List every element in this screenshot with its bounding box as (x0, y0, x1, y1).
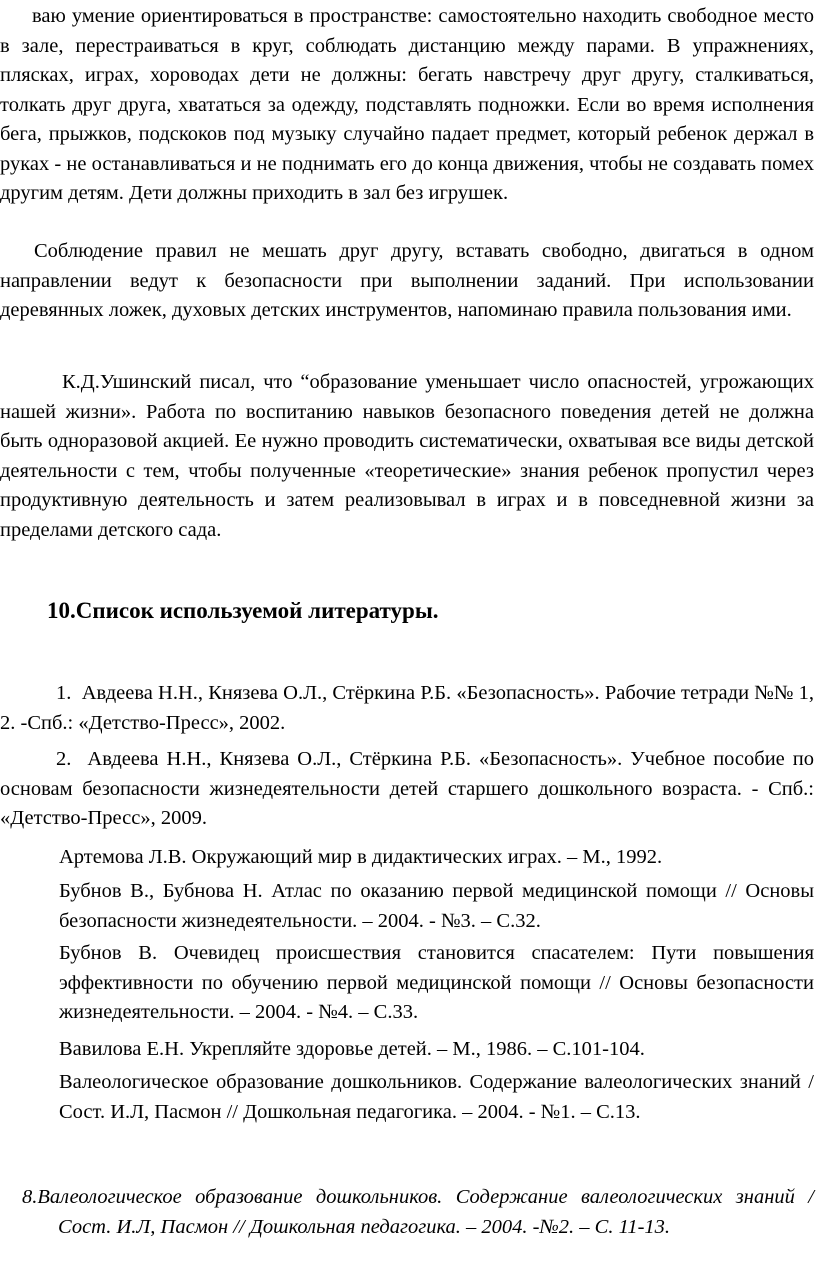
reference-text: Бубнов В., Бубнова Н. Атлас по оказанию первой медицинской помощи // Основы безопасности жизнедеятельности. – 2004. - №3. – С.32. (59, 880, 814, 932)
reference-item-1 (0, 679, 814, 738)
reference-number (22, 939, 59, 969)
reference-text: Артемова Л.В. Окружающий мир в дидактических играх. – М., 1992. (59, 846, 663, 868)
paragraph-3: К.Д.Ушинский писал, что “образование уменьшает число опасностей, угрожающих нашей жизни». Работа по воспитанию навыков безопасного поведения детей не должна быть одноразовой акцией. Ее нужно проводить систематически, охватывая все виды детской деятельности с тем, чтобы полученные «теоретические» знания ребенок пропустил через продуктивную деятельность и затем реализовывал в играх и в повседневной жизни за пределами детского сада. (0, 371, 814, 541)
reference-number (22, 1035, 59, 1065)
reference-item-5 (22, 939, 814, 1028)
reference-text: Валеологическое образование дошкольников. Содержание валеологических знаний / Сост. И.Л, Пасмон // Дошкольная педагогика. – 2004. - №1. – С.13. (59, 1071, 814, 1123)
reference-number: 2. (56, 748, 72, 770)
reference-item-8 (22, 1183, 814, 1242)
reference-number: 1. (56, 682, 72, 704)
reference-text: Бубнов В. Очевидец происшествия становится спасателем: Пути повышения эффективности по обучению первой медицинской помощи // Основы безопасности жизнедеятельности. – 2004. - №4. – С.33. (59, 942, 814, 1023)
reference-text: Авдеева Н.Н., Князева О.Л., Стёркина Р.Б. «Безопасность». Рабочие тетради №№ 1, 2. -Спб.: «Детство-Пресс», 2002. (0, 682, 815, 734)
reference-number (22, 1068, 59, 1098)
reference-text: Вавилова Е.Н. Укрепляйте здоровье детей. – М., 1986. – С.101-104. (59, 1038, 645, 1060)
reference-item-6 (22, 1035, 814, 1065)
reference-item-2 (0, 745, 814, 834)
reference-number (22, 843, 59, 873)
reference-text: Авдеева Н.Н., Князева О.Л., Стёркина Р.Б. «Безопасность». Учебное пособие по основам безопасности жизнедеятельности детей старшего дошкольного возраста. - Спб.: «Детство-Пресс», 2009. (0, 748, 815, 829)
reference-item-7 (22, 1068, 814, 1127)
reference-number: 8. (22, 1186, 38, 1208)
paragraph-1: ваю умение ориентироваться в пространстве: самостоятельно находить свободное место в зале, перестраиваться в круг, соблюдать дистанцию между парами. В упражнениях, плясках, играх, хороводах дети не должны: бегать навстречу друг другу, сталкиваться, толкать друг друга, хвататься за одежду, подставлять подножки. Если во время исполнения бега, прыжков, подскоков под музыку случайно падает предмет, который ребенок держал в руках - не останавливаться и не поднимать его до конца движения, чтобы не создавать помех другим детям. Дети должны приходить в зал без игрушек. (0, 5, 814, 204)
paragraph-2: Соблюдение правил не мешать друг другу, вставать свободно, двигаться в одном направлении ведут к безопасности при выполнении заданий. При использовании деревянных ложек, духовых детских инструментов, напоминаю правила пользования ими. (0, 240, 814, 321)
reference-number (22, 877, 59, 907)
reference-text: Валеологическое образование дошкольников. Содержание валеологических знаний / Сост. И.Л, Пасмон // Дошкольная педагогика. – 2004. -№2. – С. 11-13. (37, 1186, 814, 1238)
reference-item-3 (22, 843, 814, 873)
section-heading: 10.Список используемой литературы. (47, 598, 439, 623)
reference-item-4 (22, 877, 814, 936)
